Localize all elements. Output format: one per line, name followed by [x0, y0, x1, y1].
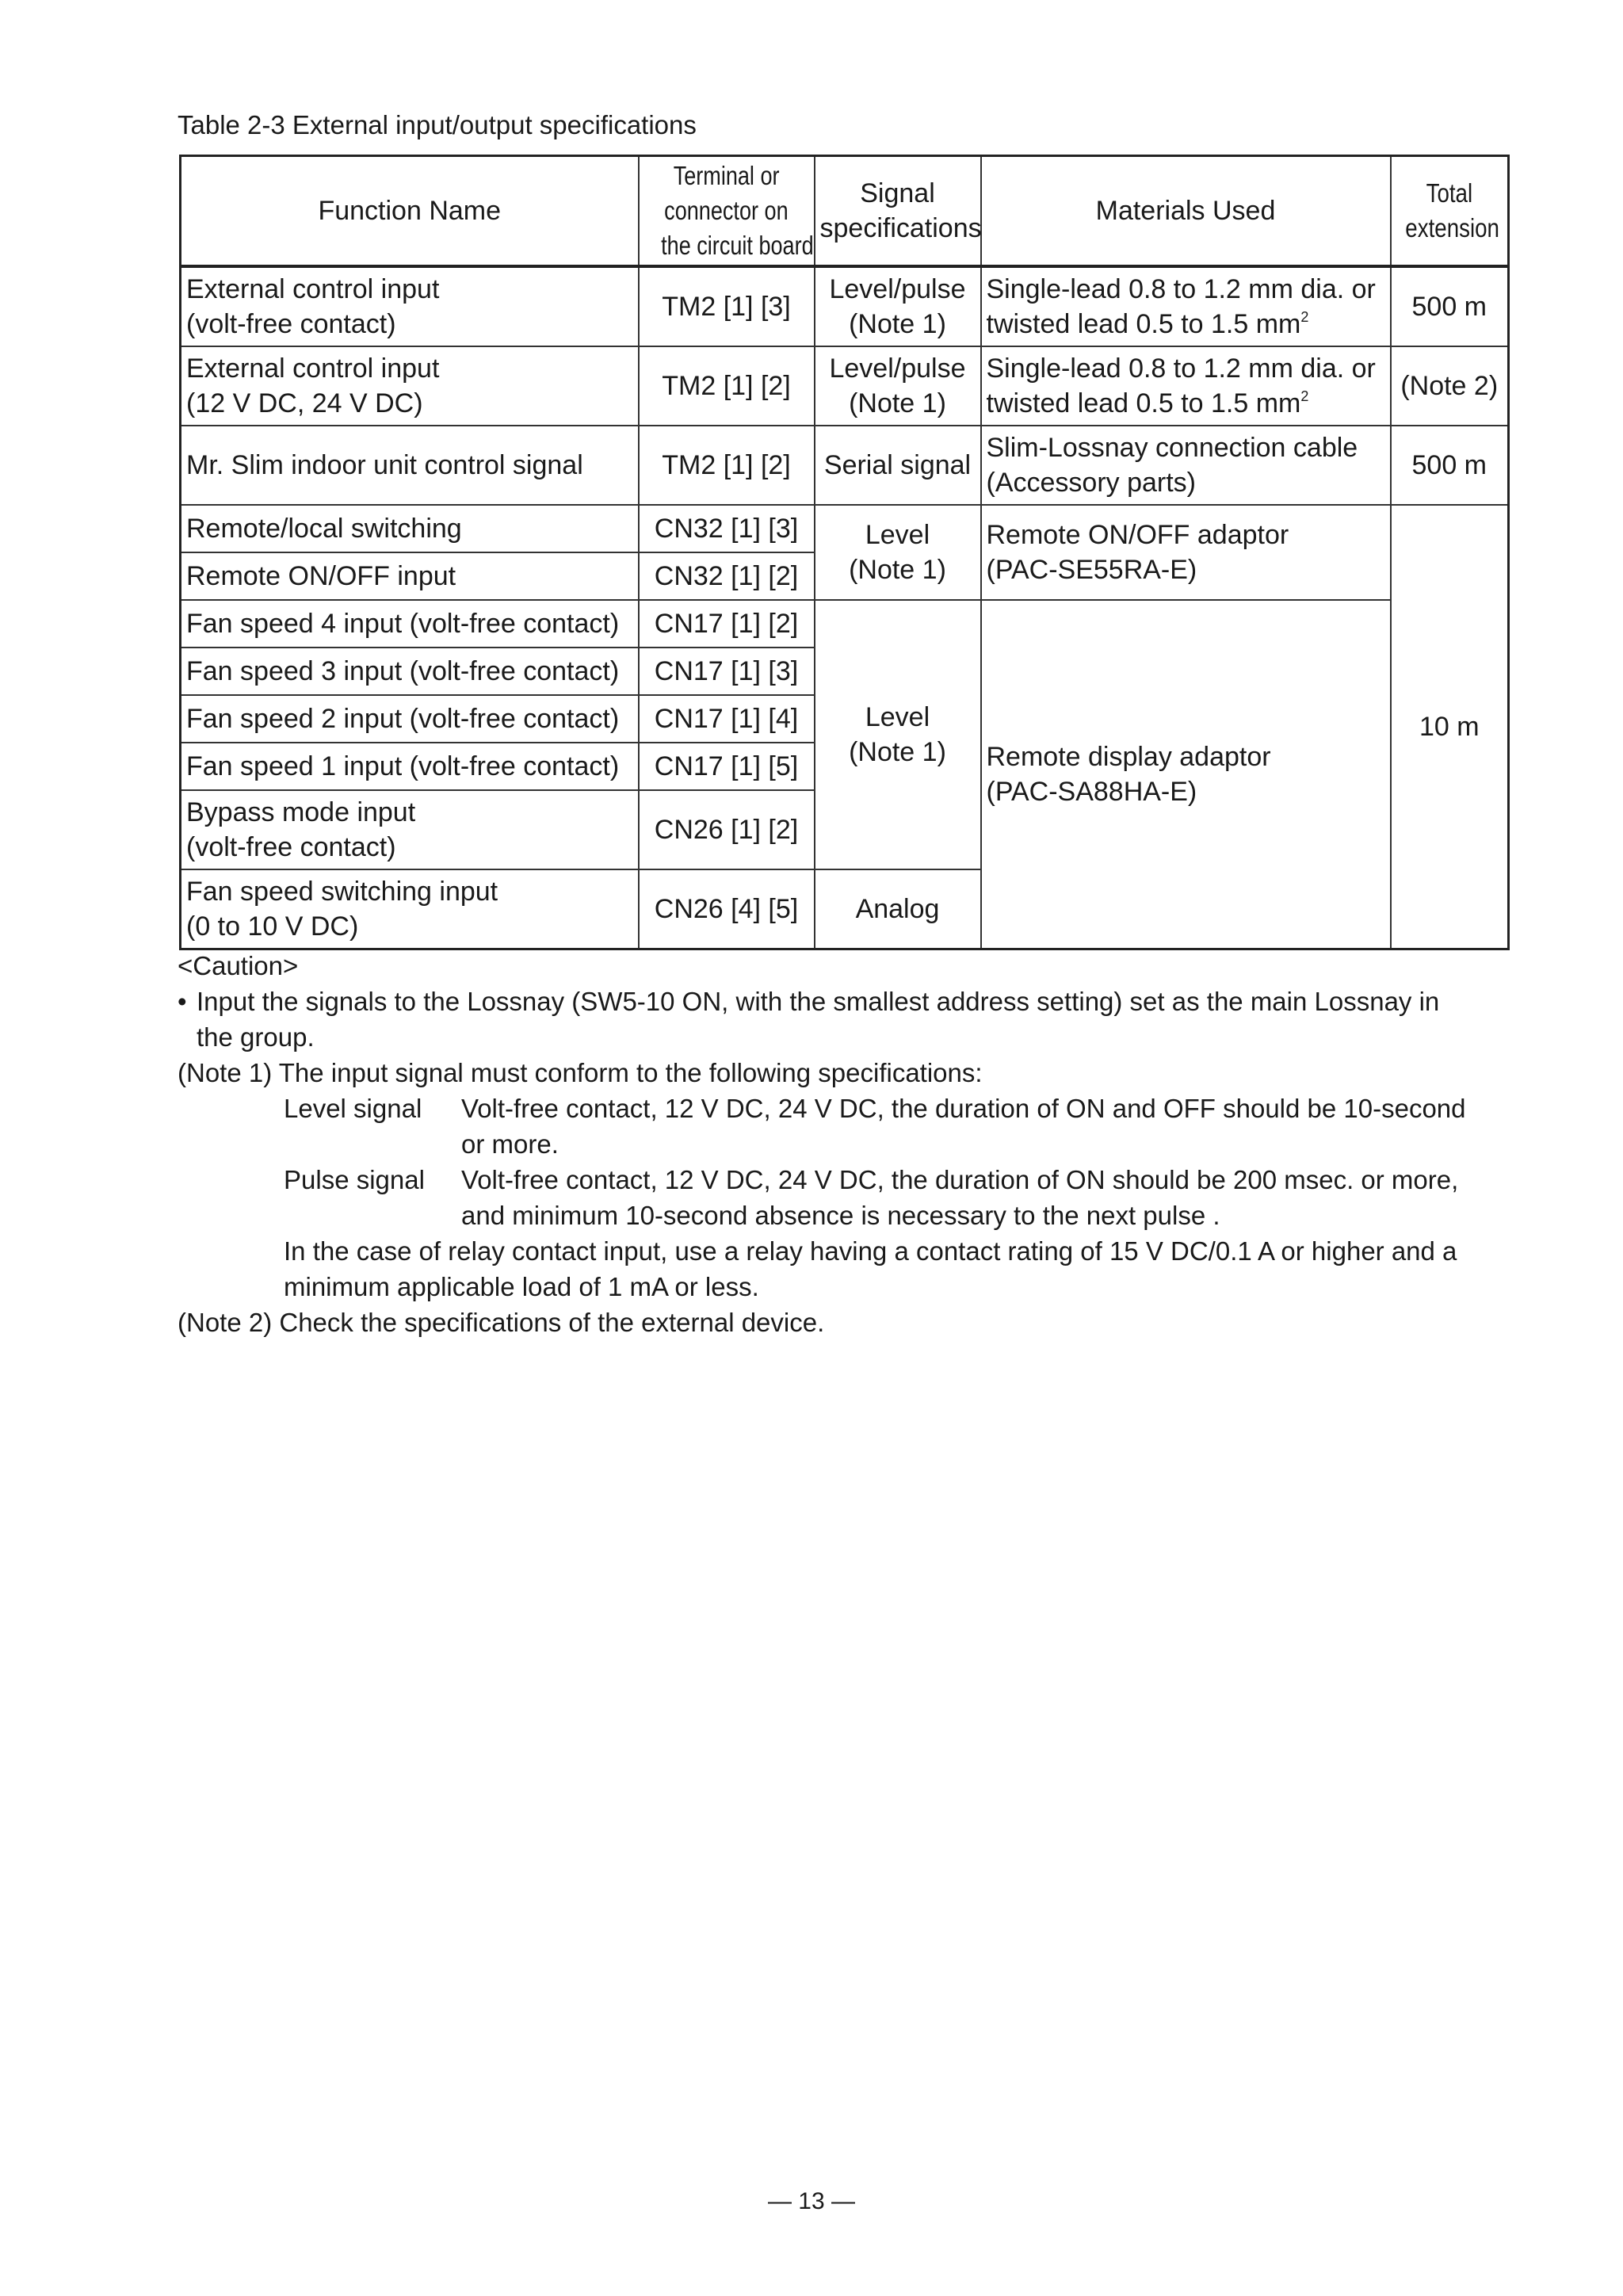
terminal-cell: CN17 [1] [4] — [639, 695, 815, 743]
function-cell: Fan speed switching input (0 to 10 V DC) — [181, 869, 639, 949]
header-function-name: Function Name — [181, 156, 639, 267]
signal-cell: Level/pulse (Note 1) — [815, 266, 981, 346]
note1-title: (Note 1) The input signal must conform to the following specifications: — [178, 1058, 983, 1087]
function-cell: Fan speed 3 input (volt-free contact) — [181, 648, 639, 695]
table-row — [181, 266, 1509, 346]
total-cell: 500 m — [1391, 266, 1509, 346]
terminal-cell: CN26 [4] [5] — [639, 869, 815, 949]
spec-table — [179, 155, 1510, 950]
signal-cell-level-b: Level (Note 1) — [815, 600, 981, 869]
pulse-signal-spec: Pulse signal Volt-free contact, 12 V DC, 24 V DC, the duration of ON should be 200 msec. or more, — [178, 1162, 1525, 1198]
relay-note-continuation: minimum applicable load of 1 mA or less. — [284, 1272, 759, 1301]
table-row — [181, 505, 1509, 552]
total-cell: 500 m — [1391, 426, 1509, 505]
materials-cell: Slim-Lossnay connection cable (Accessory parts) — [981, 426, 1391, 505]
function-cell: Remote/local switching — [181, 505, 639, 552]
terminal-cell: CN17 [1] [2] — [639, 600, 815, 648]
function-cell: External control input (12 V DC, 24 V DC) — [181, 346, 639, 426]
materials-cell-remote-display: Remote display adaptor (PAC-SA88HA-E) — [981, 600, 1391, 949]
table-row — [181, 346, 1509, 426]
materials-cell: Single-lead 0.8 to 1.2 mm dia. or twisted lead 0.5 to 1.5 $mm^2$ — [981, 346, 1391, 426]
caution-heading: <Caution> — [178, 951, 299, 980]
materials-cell: Single-lead 0.8 to 1.2 mm dia. or twisted lead 0.5 to 1.5 $mm^2$ — [981, 266, 1391, 346]
terminal-cell: CN32 [1] [3] — [639, 505, 815, 552]
signal-cell: Level/pulse (Note 1) — [815, 346, 981, 426]
header-terminal: Terminal or connector on the circuit board — [639, 156, 815, 267]
function-cell: Fan speed 1 input (volt-free contact) — [181, 743, 639, 790]
terminal-cell: TM2 [1] [3] — [639, 266, 815, 346]
function-cell: Fan speed 2 input (volt-free contact) — [181, 695, 639, 743]
signal-cell: Analog — [815, 869, 981, 949]
level-signal-continuation: or more. — [461, 1129, 559, 1159]
terminal-cell: CN26 [1] [2] — [639, 790, 815, 869]
table-row — [181, 600, 1509, 648]
signal-cell-level-a: Level (Note 1) — [815, 505, 981, 600]
table-row — [181, 426, 1509, 505]
function-cell: External control input (volt-free contact) — [181, 266, 639, 346]
note2: (Note 2) Check the specifications of the external device. — [178, 1308, 825, 1337]
header-total: Total extension — [1391, 156, 1509, 267]
terminal-cell: TM2 [1] [2] — [639, 346, 815, 426]
terminal-cell: CN17 [1] [5] — [639, 743, 815, 790]
notes-section — [178, 948, 1525, 1340]
level-signal-spec: Level signal Volt-free contact, 12 V DC, 24 V DC, the duration of ON and OFF should be 10-second — [178, 1091, 1525, 1126]
terminal-cell: CN32 [1] [2] — [639, 552, 815, 600]
terminal-cell: CN17 [1] [3] — [639, 648, 815, 695]
bullet-icon: • — [178, 987, 187, 1016]
signal-cell: Serial signal — [815, 426, 981, 505]
materials-cell-remote-onoff: Remote ON/OFF adaptor (PAC-SE55RA-E) — [981, 505, 1391, 600]
pulse-signal-label: Pulse signal — [284, 1165, 425, 1194]
function-cell: Mr. Slim indoor unit control signal — [181, 426, 639, 505]
function-cell: Bypass mode input (volt-free contact) — [181, 790, 639, 869]
caution-bullet: • Input the signals to the Lossnay (SW5-10 ON, with the smallest address setting) set as the main Lossnay in — [178, 984, 1525, 1019]
header-signal: Signal specifications — [815, 156, 981, 267]
pulse-signal-continuation: and minimum 10-second absence is necessary to the next pulse . — [461, 1201, 1220, 1230]
header-row — [181, 156, 1509, 267]
page-number: — 13 — — [767, 2188, 856, 2214]
terminal-cell: TM2 [1] [2] — [639, 426, 815, 505]
header-materials: Materials Used — [981, 156, 1391, 267]
function-cell: Fan speed 4 input (volt-free contact) — [181, 600, 639, 648]
level-signal-label: Level signal — [284, 1094, 422, 1123]
relay-note: In the case of relay contact input, use a relay having a contact rating of 15 V DC/0.1 A or higher and a — [284, 1236, 1457, 1266]
table-title: Table 2-3 External input/output specifications — [178, 110, 697, 139]
caution-continuation: the group. — [197, 1022, 315, 1052]
function-cell: Remote ON/OFF input — [181, 552, 639, 600]
total-cell: (Note 2) — [1391, 346, 1509, 426]
total-cell-10m: 10 m — [1391, 505, 1509, 949]
